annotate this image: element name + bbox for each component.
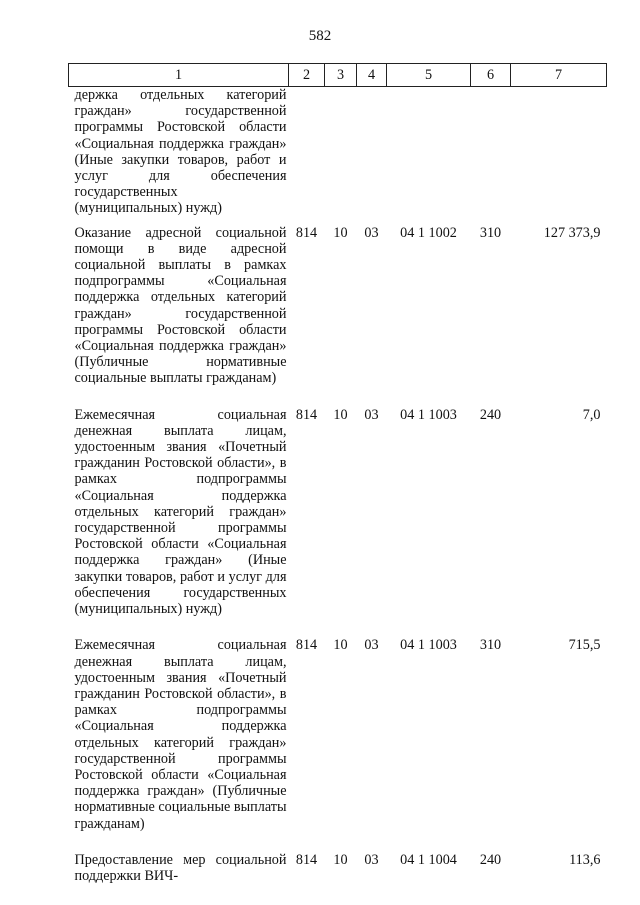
- column-header: 5: [387, 64, 471, 87]
- cell-amount: 127 373,9: [543, 224, 601, 241]
- cell-expense-type: 240: [479, 851, 502, 868]
- cell-expense-type: 240: [479, 406, 502, 423]
- table-row: [69, 637, 607, 851]
- column-header: 7: [511, 64, 607, 87]
- cell-target-article: 04 1 1003: [400, 637, 457, 654]
- table-row: [69, 852, 607, 904]
- column-header: 3: [325, 64, 357, 87]
- column-header: 1: [69, 64, 289, 87]
- row-description: Ежемесячная социальная денежная выплата лицам, удостоенным звания «Почетный гражданин Ростовской области», в рамках подпрограммы «Социальная поддержка отдельных категорий граждан» государственной программы Ростовской области «Социальная поддержка граждан» (Иные закупки товаров, работ и услуг для обеспечения государственных (муниципальных) нужд): [74, 406, 287, 618]
- cell-target-article: 04 1 1003: [400, 406, 457, 423]
- cell-subsection: 03: [364, 224, 379, 241]
- table-row: [69, 407, 607, 638]
- column-header: 4: [357, 64, 387, 87]
- header-row: [69, 64, 607, 87]
- cell-expense-type: 310: [479, 637, 502, 654]
- cell-section: 10: [333, 851, 348, 868]
- cell-target-article: [387, 87, 471, 225]
- cell-amount: 113,6: [569, 851, 601, 868]
- cell-ministry: 814: [295, 406, 318, 423]
- page-number: 582: [308, 28, 332, 44]
- cell-subsection: 03: [364, 851, 379, 868]
- cell-ministry: 814: [295, 851, 318, 868]
- cell-subsection: 03: [364, 406, 379, 423]
- row-description: Предоставление мер социальной поддержки ВИЧ-: [74, 851, 287, 884]
- table-row: [69, 225, 607, 407]
- cell-amount: [511, 87, 607, 225]
- cell-section: 10: [333, 637, 348, 654]
- cell-subsection: 03: [364, 637, 379, 654]
- cell-expense-type: [471, 87, 511, 225]
- cell-amount: 715,5: [568, 637, 601, 654]
- budget-table: [68, 63, 607, 904]
- cell-amount: 7,0: [582, 406, 601, 423]
- cell-ministry: 814: [295, 637, 318, 654]
- column-header: 2: [289, 64, 325, 87]
- cell-ministry: [289, 87, 325, 225]
- cell-ministry: 814: [295, 224, 318, 241]
- cell-section: 10: [333, 224, 348, 241]
- column-header: 6: [471, 64, 511, 87]
- cell-expense-type: 310: [479, 224, 502, 241]
- row-description: Ежемесячная социальная денежная выплата лицам, удостоенным звания «Почетный гражданин Ростовской области», в рамках подпрограммы «Социальная поддержка отдельных категорий граждан» государственной программы Ростовской области «Социальная поддержка граждан» (Публичные нормативные социальные выплаты гражданам): [74, 637, 287, 832]
- cell-target-article: 04 1 1004: [400, 851, 457, 868]
- row-description: Оказание адресной социальной помощи в виде адресной социальной выплаты в рамках подпрограммы «Социальная поддержка отдельных категорий граждан» государственной программы Ростовской области «Социальная поддержка граждан» (Публичные нормативные социальные выплаты гражданам): [74, 224, 287, 387]
- row-description: держка отдельных категорий граждан» государственной программы Ростовской области «Социальная поддержка граждан» (Иные закупки товаров, работ и услуг для обеспечения государственных (муниципальных) нужд): [74, 87, 287, 217]
- cell-section: 10: [333, 406, 348, 423]
- cell-section: [325, 87, 357, 225]
- cell-subsection: [357, 87, 387, 225]
- table-row: [69, 87, 607, 225]
- cell-target-article: 04 1 1002: [400, 224, 457, 241]
